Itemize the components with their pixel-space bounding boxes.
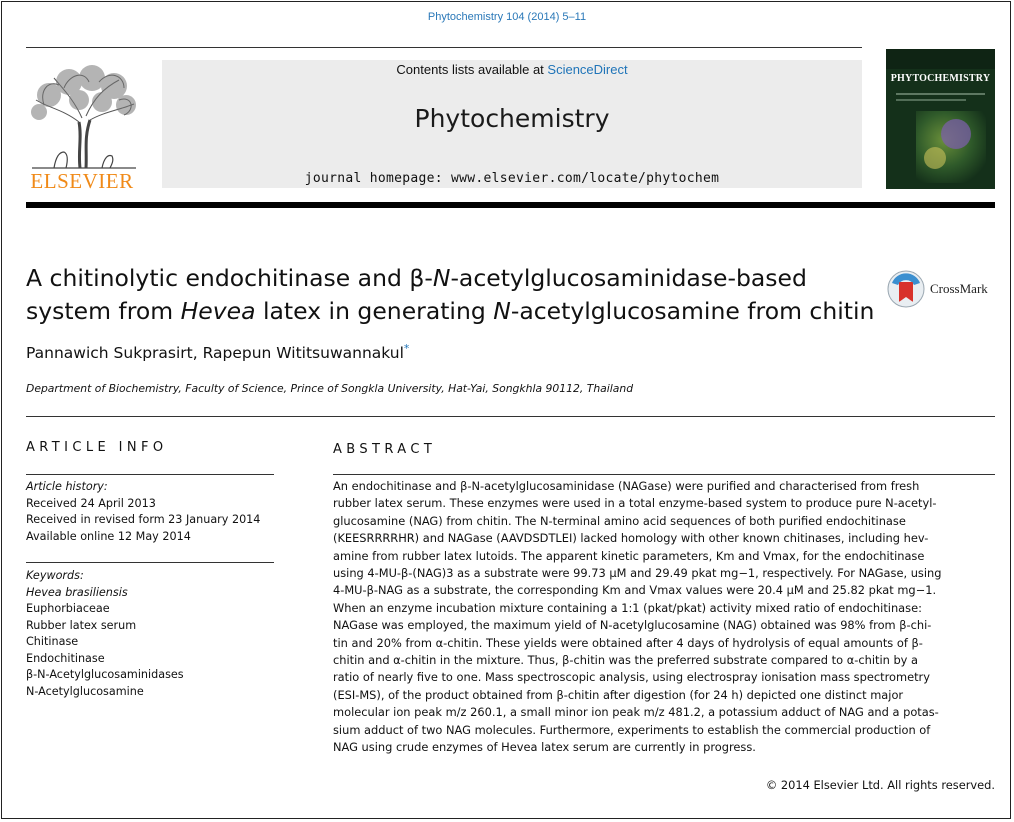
journal-citation[interactable]: Phytochemistry 104 (2014) 5–11 — [427, 11, 587, 23]
history-label: Article history: — [26, 480, 108, 493]
title-part: N — [493, 297, 511, 325]
title-part: A chitinolytic endochitinase and β- — [26, 264, 433, 292]
header-thick-rule — [26, 202, 995, 208]
abstract-line: 4-MU-β-NAG as a substrate, the corresponding Km and Vmax values were 20.4 μM and 25.82 pkat mg−1. — [333, 583, 937, 598]
history-item: Received in revised form 23 January 2014 — [26, 513, 261, 526]
section-rule — [26, 416, 995, 417]
abstract-line: glucosamine (NAG) from chitin. The N-terminal amino acid sequences of both purified endochitinase — [333, 513, 906, 528]
abstract-line: (ESI-MS), of the product obtained from β-chitin after digestion (for 24 h) depicted one distinct major — [333, 687, 904, 702]
abstract-line: rubber latex serum. These enzymes were used in a total enzyme-based system to produce pure N-acetyl- — [333, 496, 937, 511]
header-rule — [26, 47, 862, 48]
history-item: Available online 12 May 2014 — [26, 529, 191, 543]
affiliation: Department of Biochemistry, Faculty of Science, Prince of Songkla University, Hat-Yai, Songkhla 90112, Thailand — [26, 382, 634, 395]
abstract-line: chitin and α-chitin in the mixture. Thus, β-chitin was the preferred substrate compared to α-chitin by a — [333, 653, 919, 668]
abstract-line: sium adduct of two NAG molecules. Furthermore, experiments to establish the commercial production of — [333, 722, 931, 737]
keywords-list — [26, 568, 184, 700]
keyword-item: β-N-Acetylglucosaminidases — [26, 668, 184, 681]
crossmark-icon[interactable] — [886, 268, 926, 310]
abstract-line: NAGase was employed, the maximum yield of N-acetylglucosamine (NAG) obtained was 98% from β-chi- — [333, 618, 932, 633]
journal-name: Phytochemistry — [414, 104, 610, 133]
keywords-rule — [26, 562, 274, 563]
abstract-line: NAG using crude enzymes of Hevea latex serum are currently in progress. — [333, 740, 756, 755]
abstract-line: amine from rubber latex lutoids. The apparent kinetic parameters, Km and Vmax, for the endochitinase — [333, 548, 925, 563]
sciencedirect-link[interactable]: ScienceDirect — [547, 62, 628, 77]
keyword-item: Rubber latex serum — [26, 618, 137, 632]
elsevier-wordmark: ELSEVIER — [30, 169, 134, 193]
history-item: Received 24 April 2013 — [26, 496, 156, 510]
abstract-line: molecular ion peak m/z 260.1, a small minor ion peak m/z 481.2, a potassium adduct of NAG and a potas- — [333, 705, 939, 720]
abstract-rule — [333, 474, 995, 475]
contents-prefix: Contents lists available at — [396, 62, 548, 77]
title-part: latex in generating — [255, 297, 494, 325]
contents-line — [162, 62, 862, 77]
keyword-item: N-Acetylglucosamine — [26, 684, 144, 698]
abstract-line: (KEESRRRRHR) and NAGase (AAVDSDTLEI) lacked homology with other known chitinases, including hev- — [333, 531, 929, 546]
corresponding-author-mark[interactable]: * — [403, 341, 410, 355]
article-history — [26, 479, 260, 545]
keyword-item: Euphorbiaceae — [26, 602, 110, 615]
article-info-heading: ARTICLE INFO — [26, 440, 168, 455]
keyword-item: Hevea brasiliensis — [26, 585, 128, 599]
title-part: Hevea — [180, 297, 256, 325]
authors-names: Pannawich Sukprasirt, Rapepun Wititsuwannakul — [26, 344, 404, 362]
article-info-rule — [26, 474, 274, 475]
abstract-body — [333, 478, 995, 757]
article-title — [26, 262, 886, 328]
journal-homepage[interactable]: journal homepage: www.elsevier.com/locate/phytochem — [304, 171, 720, 186]
author-list — [26, 341, 410, 362]
crossmark-label[interactable]: CrossMark — [930, 281, 988, 296]
abstract-heading: ABSTRACT — [333, 442, 437, 457]
abstract-line: tin and 20% from α-chitin. These yields were obtained after 4 days of hydrolysis of equal amounts of β- — [333, 635, 923, 650]
journal-cover[interactable] — [886, 49, 995, 189]
title-part: -acetylglucosamine from chitin — [510, 297, 875, 325]
abstract-line: using 4-MU-β-(NAG)3 as a substrate were 99.73 μM and 29.49 pkat mg−1, respectively. For NAGase, using — [333, 566, 942, 581]
keyword-item: Endochitinase — [26, 651, 105, 665]
title-part: N — [432, 264, 451, 292]
title-part: -acetylglucosaminidase-based — [450, 264, 807, 292]
keyword-item: Chitinase — [26, 635, 79, 648]
copyright: © 2014 Elsevier Ltd. All rights reserved. — [765, 778, 995, 792]
cover-title: PHYTOCHEMISTRY — [890, 73, 991, 84]
keywords-label: Keywords: — [26, 569, 84, 582]
abstract-line: An endochitinase and β-N-acetylglucosaminidase (NAGase) were purified and characterised from fresh — [333, 479, 920, 493]
title-part: system from — [26, 297, 181, 325]
abstract-line: When an enzyme incubation mixture containing a 1:1 (pkat/pkat) activity mixed ratio of endochitinase: — [333, 600, 922, 615]
abstract-line: ratio of nearly five to one. Mass spectroscopic analysis, using electrospray ionisation mass spectrometry — [333, 670, 930, 685]
